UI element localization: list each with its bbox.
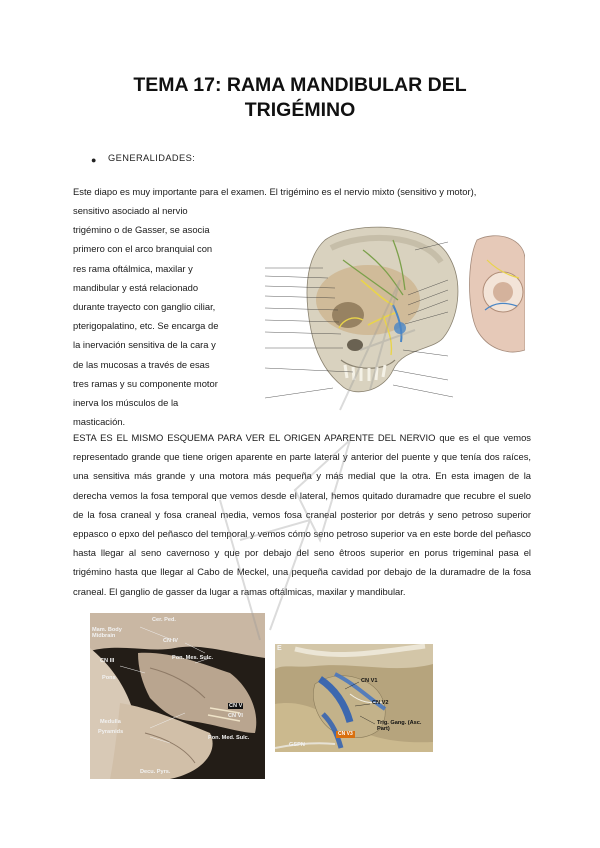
- section-heading: GENERALIDADES:: [108, 153, 196, 163]
- label-cn-v: CN V: [229, 703, 243, 709]
- column-line: res rama oftálmica, maxilar y: [73, 262, 193, 274]
- skull-base-illustration: [467, 230, 525, 408]
- label-cn-v1: CN V1: [361, 678, 378, 684]
- label-cn-v2: CN V2: [372, 700, 389, 706]
- panel-letter: E: [277, 645, 282, 652]
- column-line: mandibular y está relacionado: [73, 281, 199, 293]
- bullet-icon: ●: [91, 155, 97, 165]
- label-cn-v3: CN V3: [338, 731, 353, 737]
- title-line-1: TEMA 17: RAMA MANDIBULAR DEL: [133, 74, 467, 96]
- label-cn-vi: CN VI: [228, 713, 243, 719]
- label-cn-iv: CN IV: [163, 638, 178, 644]
- label-pon-med-sulc: Pon. Med. Sulc.: [208, 735, 250, 741]
- label-pon-mes-sulc: Pon. Mes. Sulc.: [172, 655, 214, 661]
- dissection-photo: [275, 644, 433, 752]
- label-cer-ped: Cer. Ped.: [152, 617, 176, 623]
- column-line: pterigopalatino, etc. Se encarga de: [73, 320, 219, 332]
- column-line: la inervación sensitiva de la cara y: [73, 339, 216, 351]
- brainstem-photo: [90, 613, 265, 779]
- intro-column: [73, 201, 233, 431]
- body-paragraph: ESTA ES EL MISMO ESQUEMA PARA VER EL ORIGEN APARENTE DEL NERVIO que es el que vemos representado grande que tiene origen aparente en parte lateral y anterior del puente y que tenía dos raíces, una sensitiva más grande y una motora más pequeña y más medial que la otra. En esta imagen de la derecha vemos la fosa temporal que vemos desde el lateral, hemos quitado duramadre que recubre el suelo de la fosa craneal y fosa craneal media, vemos fosa craneal posterior por detrás y seno petroso superior eppasco o epxo del peñasco del temporal y vemos cómo seno petroso superior va en este borde del peñasco hasta llegar al seno cavernoso y que por debajo del seno êtroos superior en porus trigeminal pasa el trigémino hasta que llegar al Cabo de Meckel, una pequeña cavidad por debajo de la duramadre de la fosa craneal. El ganglio de gasser da lugar a ramas oftálmicas, maxilar y mandibular.: [73, 432, 531, 597]
- column-line: trigémino o de Gasser, se asocia: [73, 224, 210, 236]
- column-line: sensitivo asociado al nervio: [73, 205, 188, 216]
- skull-base-drawing: [467, 230, 525, 408]
- page-title: [60, 73, 540, 123]
- label-pons: Pons: [102, 675, 116, 681]
- column-line: tres ramas y su componente motor: [73, 377, 218, 389]
- skull-drawing: [243, 220, 495, 408]
- column-line: inerva los músculos de la: [73, 397, 179, 409]
- intro-line: Este diapo es muy importante para el examen. El trigémino es el nervio mixto (sensitivo y motor),: [73, 186, 477, 197]
- title-line-2: TRIGÉMINO: [244, 99, 356, 121]
- label-pyramids: Pyramids: [98, 729, 124, 735]
- column-line: primero con el arco branquial con: [73, 243, 213, 255]
- label-decu-pyrs: Decu. Pyrs.: [140, 769, 171, 775]
- column-line: durante trayecto con ganglio ciliar,: [73, 301, 216, 313]
- label-cn-iii: CN III: [100, 658, 115, 664]
- label-trig-gang: Trig. Gang. (Asc. Part): [377, 720, 422, 732]
- column-line: masticación.: [73, 416, 126, 428]
- column-line: de las mucosas a través de esas: [73, 358, 210, 370]
- label-mam-body: Mam. Body Midbrain: [92, 627, 122, 639]
- label-medulla: Medulla: [100, 719, 121, 725]
- label-gspn: GSPN: [289, 742, 305, 748]
- skull-illustration: [243, 220, 495, 408]
